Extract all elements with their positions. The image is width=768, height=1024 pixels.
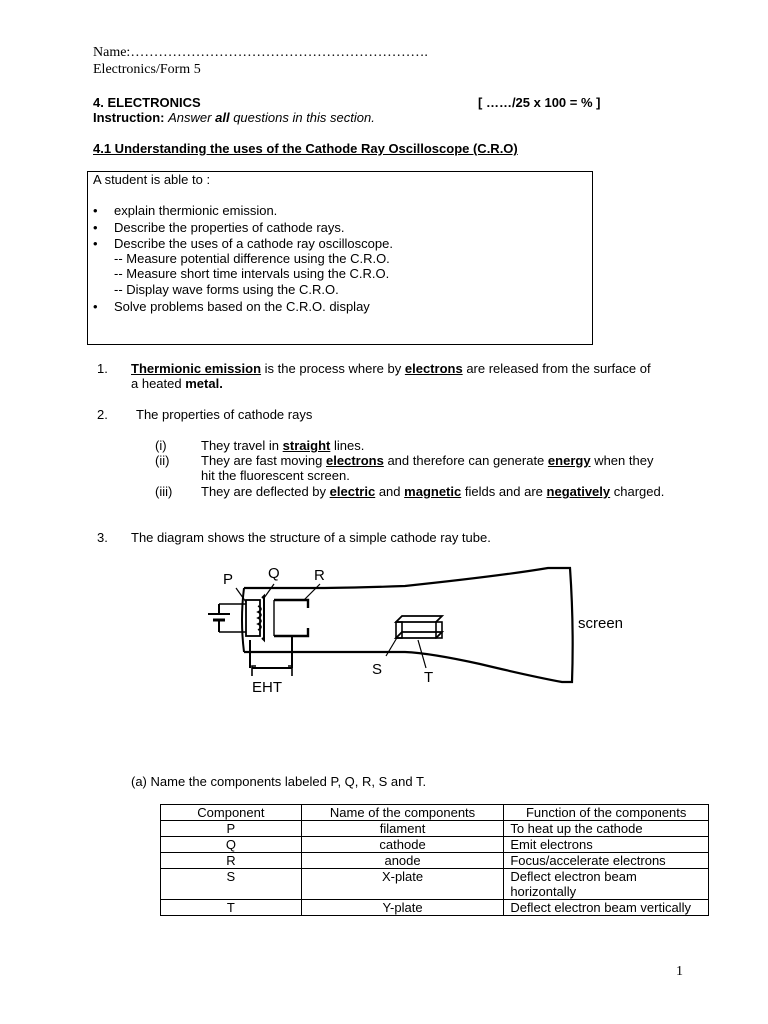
q2-ii-d: energy [547, 453, 591, 468]
table-cell: Q [161, 837, 302, 853]
table-header-row [161, 805, 709, 821]
q2-i-b: straight [282, 438, 331, 453]
anode [274, 600, 308, 636]
q2-i-text [201, 438, 364, 453]
table-cell: cathode [301, 837, 504, 853]
table-row [161, 900, 709, 916]
objective-bullet: • [93, 220, 98, 235]
score-box: [ ……/25 x 100 = % ] [478, 95, 601, 110]
q1-line-1 [131, 361, 651, 376]
label-q: Q [268, 565, 280, 582]
table-cell: X-plate [301, 869, 504, 900]
table-row [161, 869, 709, 900]
q2-i-c: lines. [333, 438, 365, 453]
q1-line-2 [131, 376, 223, 391]
q1-electrons: electrons [404, 361, 463, 376]
components-table [160, 804, 709, 916]
table-cell: Deflect electron beam vertically [504, 900, 709, 916]
table-cell: Focus/accelerate electrons [504, 853, 709, 869]
objective-subitem: -- Measure short time intervals using the C.R.O. [114, 266, 390, 281]
q2-iii-b: electric [329, 484, 376, 499]
instruction-line [93, 110, 375, 125]
q2-iii-text [201, 484, 664, 499]
q2-i-a: They travel in [201, 438, 280, 453]
label-r: R [314, 567, 325, 584]
q1-text-a: is the process where by [264, 361, 402, 376]
table-cell: anode [301, 853, 504, 869]
table-header: Function of the components [504, 805, 709, 821]
table-cell: S [161, 869, 302, 900]
objective-item: Describe the properties of cathode rays. [114, 220, 345, 235]
table-cell: Deflect electron beam horizontally [504, 869, 709, 900]
instruction-text-1: Answer [168, 110, 212, 125]
cathode-ray-tube-diagram [200, 556, 632, 756]
q2-iii-d: magnetic [404, 484, 462, 499]
label-r-leader [304, 584, 320, 600]
label-q-leader [264, 584, 274, 598]
instruction-text-bold: all [215, 110, 230, 125]
instruction-text-2: questions in this section. [233, 110, 375, 125]
q2-iii-g: charged. [613, 484, 665, 499]
table-cell: To heat up the cathode [504, 821, 709, 837]
q1-metal: metal. [185, 376, 223, 391]
table-cell: Y-plate [301, 900, 504, 916]
section-title: 4. ELECTRONICS [93, 95, 201, 110]
q2-i-number: (i) [155, 438, 167, 453]
table-cell: P [161, 821, 302, 837]
objectives-intro: A student is able to : [93, 172, 211, 187]
table-row [161, 821, 709, 837]
objective-item: Solve problems based on the C.R.O. display [114, 299, 370, 314]
label-eht: EHT [252, 679, 282, 696]
q3-number: 3. [97, 530, 108, 545]
q2-iii-f: negatively [546, 484, 611, 499]
table-cell: Emit electrons [504, 837, 709, 853]
cathode [262, 596, 264, 640]
tube-outline [244, 568, 573, 682]
q2-iii-a: They are deflected by [201, 484, 327, 499]
q2-number: 2. [97, 407, 108, 422]
q2-ii-text-2: hit the fluorescent screen. [201, 468, 350, 483]
q2-title: The properties of cathode rays [136, 407, 313, 422]
objective-subitem: -- Measure potential difference using the C.R.O. [114, 251, 390, 266]
table-header: Name of the components [301, 805, 504, 821]
y-plate-bottom [396, 632, 442, 638]
subsection-title: 4.1 Understanding the uses of the Cathode Ray Oscilloscope (C.R.O) [93, 141, 518, 156]
label-t: T [424, 669, 434, 686]
table-row [161, 853, 709, 869]
q2-ii-e: when they [594, 453, 654, 468]
q2-ii-text [201, 453, 653, 468]
label-p: P [223, 571, 234, 588]
q2-iii-e: fields and are [464, 484, 543, 499]
q3-text: The diagram shows the structure of a simple cathode ray tube. [131, 530, 491, 545]
label-screen: screen [578, 615, 624, 632]
page-number: 1 [676, 964, 683, 979]
label-s: S [372, 661, 383, 678]
objective-subitem: -- Display wave forms using the C.R.O. [114, 282, 339, 297]
objective-bullet: • [93, 236, 98, 251]
q1-text-b: are released from the surface of [466, 361, 651, 376]
name-line: Name:………………………………………………………. [93, 45, 428, 60]
q2-iii-c: and [378, 484, 401, 499]
table-cell: filament [301, 821, 504, 837]
objective-bullet: • [93, 203, 98, 218]
table-header: Component [161, 805, 302, 821]
q1-number: 1. [97, 361, 108, 376]
table-cell: T [161, 900, 302, 916]
class-line: Electronics/Form 5 [93, 62, 201, 77]
q1-term: Thermionic emission [131, 361, 262, 376]
q3-part-a: (a) Name the components labeled P, Q, R, S and T. [131, 774, 427, 789]
table-row [161, 837, 709, 853]
objective-item: Describe the uses of a cathode ray oscilloscope. [114, 236, 393, 251]
instruction-label: Instruction: [93, 110, 165, 125]
q2-ii-c: and therefore can generate [387, 453, 545, 468]
q1-text-c: a heated [131, 376, 182, 391]
y-plate-top [396, 616, 442, 622]
q2-iii-number: (iii) [155, 484, 173, 499]
q2-ii-number: (ii) [155, 453, 170, 468]
objective-item: explain thermionic emission. [114, 203, 278, 218]
q2-ii-b: electrons [326, 453, 384, 468]
q2-ii-a: They are fast moving [201, 453, 323, 468]
table-cell: R [161, 853, 302, 869]
objective-bullet: • [93, 299, 98, 314]
